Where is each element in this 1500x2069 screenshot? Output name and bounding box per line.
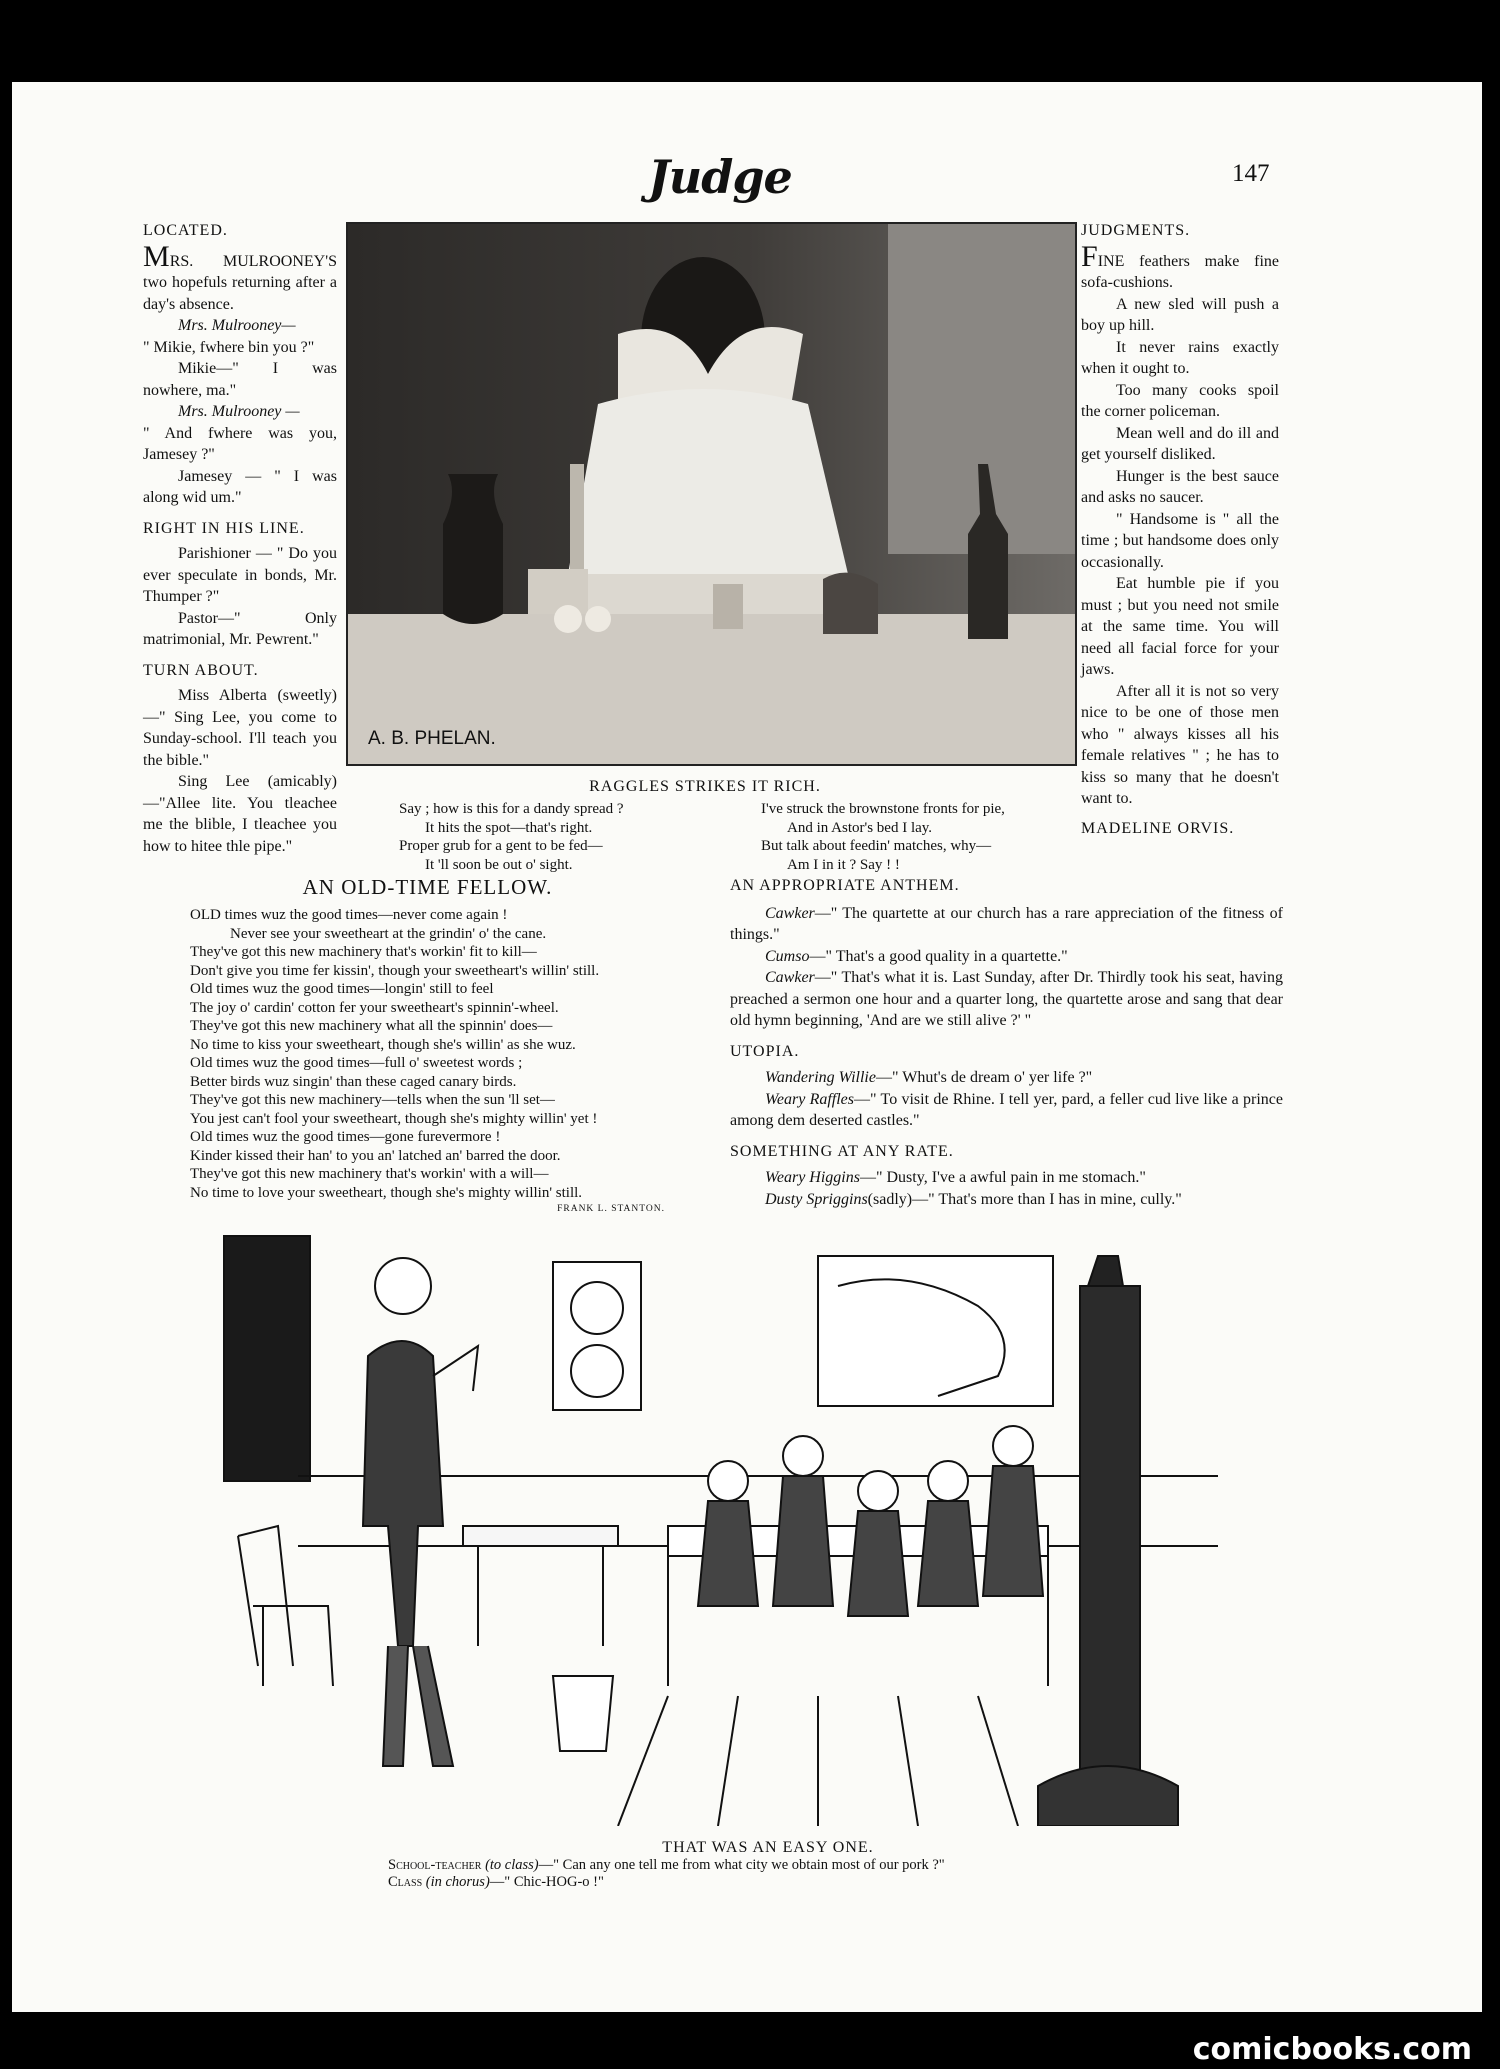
masthead: Judge <box>648 150 792 204</box>
located-line: Mrs. Mulrooney — <box>178 403 300 420</box>
photo-caption <box>400 779 1010 799</box>
cartoon-caption <box>388 1839 1248 1891</box>
raggles-verse-right: I've struck the brownstone fronts for pie, And in Astor's bed I lay. But talk about feedin' matches, why— Am I in it ? Say ! ! <box>761 801 1005 873</box>
anthem-title: AN APPROPRIATE ANTHEM. <box>730 877 960 894</box>
photo-caption-title: RAGGLES STRIKES IT RICH. <box>589 778 821 795</box>
dialogue-line: Sing Lee (amicably) —"Allee lite. You tleachee me the blible, I tleachee you how to hitee thle pipe." <box>143 773 337 855</box>
dialogue-line: Weary Raffles—" To visit de Rhine. I tell yer, pard, a feller cud live like a prince among dem deserted castles." <box>730 1090 1284 1129</box>
utopia-title: UTOPIA. <box>730 1042 800 1060</box>
site-watermark: comicbooks.com <box>1192 2032 1472 2067</box>
judgment-line: Hunger is the best sauce and asks no saucer. <box>1081 467 1279 506</box>
dialogue-line: Miss Alberta (sweetly)—" Sing Lee, you come to Sunday-school. I'll teach you the bible." <box>143 687 337 769</box>
dialogue-line: Cawker—" That's what it is. Last Sunday, after Dr. Thirdly took his seat, having preached a sermon one hour and a quarter long, the quartette arose and sang that dear old hymn beginning, 'And are we still alive ?' " <box>730 969 1283 1029</box>
dialogue-line: Parishioner — " Do you ever speculate in bonds, Mr. Thumper ?" <box>143 545 337 605</box>
judgment-line: FINE feathers make fine sofa-cushions. <box>1081 239 1279 291</box>
photo-signature: A. B. PHELAN. <box>368 728 496 749</box>
page-number: 147 <box>1232 160 1270 187</box>
judgment-line: Mean well and do ill and get yourself disliked. <box>1081 424 1279 463</box>
dialogue-line: Weary Higgins—" Dusty, I've a awful pain in me stomach." <box>765 1169 1146 1186</box>
dropcap: M <box>143 239 170 273</box>
poem-stanza: OLD times wuz the good times—never come again ! Never see your sweetheart at the grindin' o' the cane. They've got this new machinery that's workin' fit to kill— Don't give you time fer kissin', though your sweetheart's willin' still. <box>190 907 600 979</box>
dialogue-line: Pastor—" Only matrimonial, Mr. Pewrent." <box>143 609 337 648</box>
judgment-line: Too many cooks spoil the corner policeman. <box>1081 381 1279 420</box>
dialogue-line: Wandering Willie—" Whut's de dream o' yer life ?" <box>765 1069 1093 1086</box>
turn-about-title: TURN ABOUT. <box>143 661 259 679</box>
dialogue-line: Cumso—" That's a good quality in a quartette." <box>765 947 1068 965</box>
old-time-fellow-section <box>190 875 665 1214</box>
dialogue-line: Dusty Spriggins(sadly)—" That's more than I has in mine, cully." <box>765 1190 1182 1208</box>
judgment-line: A new sled will push a boy up hill. <box>1081 295 1279 334</box>
photo-illustration <box>348 224 1075 764</box>
located-line: " Mikie, fwhere bin you ?" <box>143 338 315 356</box>
judgment-line: Eat humble pie if you must ; but you need not smile at the same time. You will need all facial force for your jaws. <box>1081 575 1279 678</box>
raggles-verse-left: Say ; how is this for a dandy spread ? It hits the spot—that's right. Proper grub for a gent to be fed— It 'll soon be out o' sight. <box>399 801 624 873</box>
located-title: LOCATED. <box>143 222 228 239</box>
poem-stanza: Old times wuz the good times—gone furevermore ! Kinder kissed their han' to you an' latched an' barred the door. They've got this new machinery that's workin' with a will— No time to love your sweetheart, though she's mighty willin' still. <box>190 1129 583 1201</box>
right-column <box>1081 220 1279 839</box>
poem-stanza: Old times wuz the good times—longin' still to feel The joy o' cardin' cotton fer your sweetheart's spinnin'-wheel. They've got this new machinery what all the spinnin' does— No time to kiss your sweetheart, though she's willin' as she wuz. <box>190 981 576 1053</box>
schoolroom-cartoon <box>218 1226 1234 1826</box>
located-line: Mikie—" I was nowhere, ma." <box>143 360 337 399</box>
judgment-line: It never rains exactly when it ought to. <box>1081 338 1279 377</box>
judgments-title: JUDGMENTS. <box>1081 222 1191 239</box>
cartoon-line: Class (in chorus)—" Chic-HOG-o !" <box>388 1874 604 1890</box>
old-time-fellow-title: AN OLD-TIME FELLOW. <box>302 875 553 899</box>
located-line: MRS. MULROONEY'S two hopefuls returning after a day's absence. <box>143 239 337 313</box>
right-in-his-line-title: RIGHT IN HIS LINE. <box>143 519 305 537</box>
judgments-signature: MADELINE ORVIS. <box>1081 819 1235 837</box>
raggles-photo <box>346 222 1077 766</box>
something-title: SOMETHING AT ANY RATE. <box>730 1142 954 1160</box>
right-lower-column <box>730 875 1283 1210</box>
poem-stanza: Old times wuz the good times—full o' sweetest words ; Better birds wuz singin' than these caged canary birds. They've got this new machinery—tells when the sun 'll set— You jest can't fool your sweetheart, though she's mighty willin' yet ! <box>190 1055 598 1127</box>
dialogue-line: Cawker—" The quartette at our church has a rare appreciation of the fitness of things." <box>730 904 1283 943</box>
poem-signature: FRANK L. STANTON. <box>557 1204 665 1214</box>
located-line: " And fwhere was you, Jamesey ?" <box>143 424 337 463</box>
judgment-line: " Handsome is " all the time ; but handsome does only occasionally. <box>1081 510 1279 571</box>
located-line: Mrs. Mulrooney— <box>178 317 296 334</box>
cartoon-line: School-teacher (to class)—" Can any one tell me from what city we obtain most of our pork ?" <box>388 1857 945 1873</box>
cartoon-illustration <box>218 1226 1234 1826</box>
dropcap: F <box>1081 239 1098 273</box>
cartoon-title: THAT WAS AN EASY ONE. <box>662 1839 874 1856</box>
judgment-line: After all it is not so very nice to be one of those men who " always kisses all his female relatives " ; he has to kiss so many that he doesn't want to. <box>1081 682 1279 807</box>
located-line: Jamesey — " I was along wid um." <box>143 467 337 506</box>
left-column <box>143 220 337 857</box>
